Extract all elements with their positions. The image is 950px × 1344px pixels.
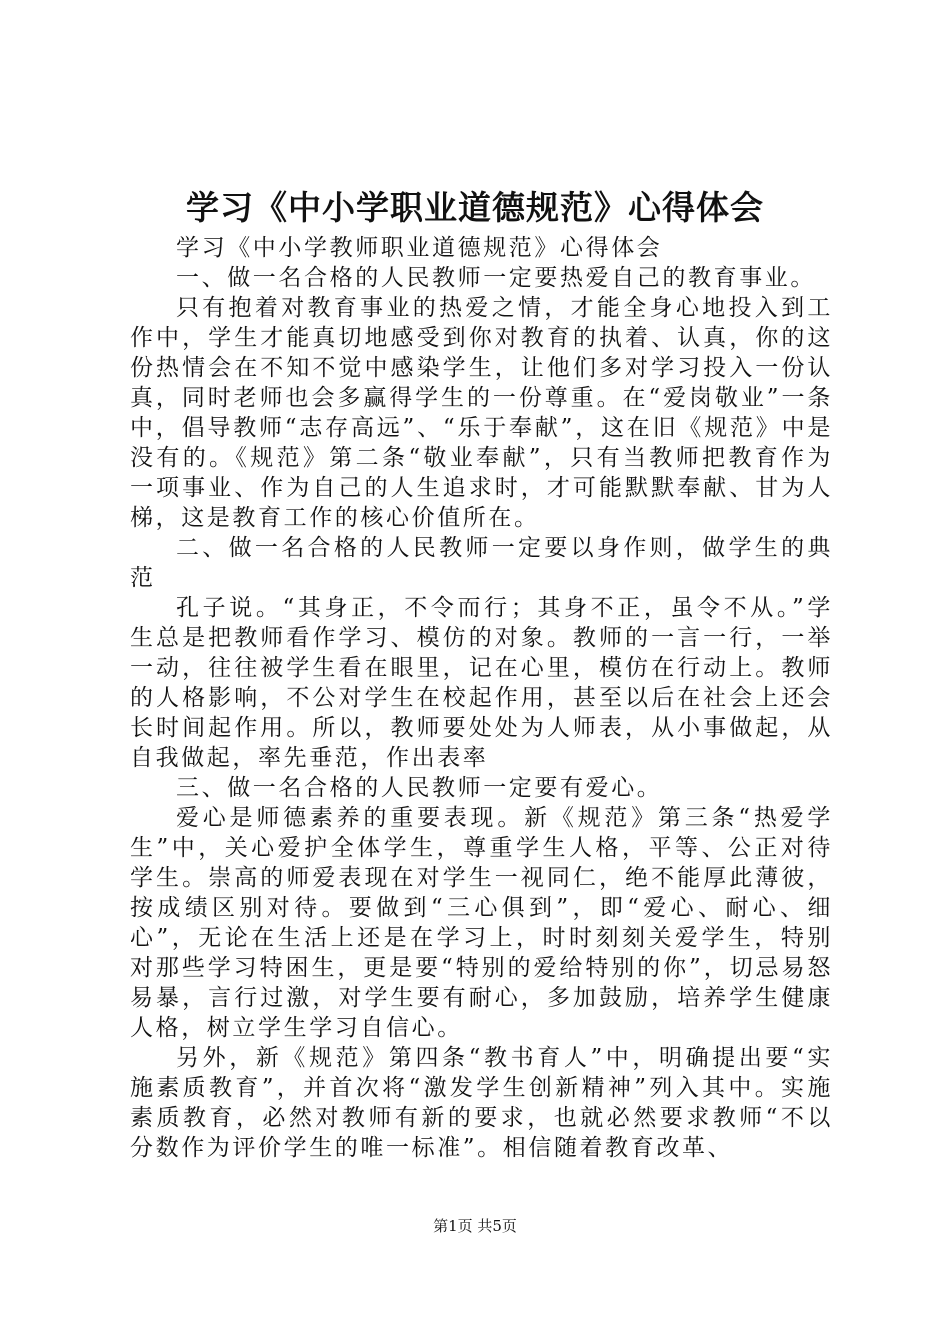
document-title: 学习《中小学职业道德规范》心得体会	[186, 188, 764, 227]
body-paragraph: 另外，新《规范》第四条“教书育人”中，明确提出要“实施素质教育”，并首次将“激发学生创新精神”列入其中。实施素质教育，必然对教师有新的要求，也就必然要求教师“不以分数作为评价学生的唯一标准”。相信随着教育改革、	[130, 1045, 833, 1161]
document-body	[130, 233, 833, 1163]
section-heading-1: 一、做一名合格的人民教师一定要热爱自己的教育事业。	[176, 265, 816, 291]
subtitle-paragraph: 学习《中小学教师职业道德规范》心得体会	[176, 235, 663, 261]
section-heading-3: 三、做一名合格的人民教师一定要有爱心。	[176, 775, 663, 801]
body-paragraph: 只有抱着对教育事业的热爱之情，才能全身心地投入到工作中，学生才能真切地感受到你对教育的执着、认真，你的这份热情会在不知不觉中感染学生，让他们多对学习投入一份认真，同时老师也会多赢得学生的一份尊重。在“爱岗敬业”一条中，倡导教师“志存高远”、“乐于奉献”，这在旧《规范》中是没有的。《规范》第二条“敬业奉献”，只有当教师把教育作为一项事业、作为自己的人生追求时，才可能默默奉献、甘为人梯，这是教育工作的核心价值所在。	[130, 295, 833, 531]
body-paragraph: 爱心是师德素养的重要表现。新《规范》第三条“热爱学生”中，关心爱护全体学生，尊重学生人格，平等、公正对待学生。崇高的师爱表现在对学生一视同仁，绝不能厚此薄彼，按成绩区别对待。要做到“三心俱到”，即“爱心、耐心、细心”，无论在生活上还是在学习上，时时刻刻关爱学生，特别对那些学习特困生，更是要“特别的爱给特别的你”，切忌易怒易暴，言行过激，对学生要有耐心，多加鼓励，培养学生健康人格，树立学生学习自信心。	[130, 805, 833, 1041]
section-heading-2: 二、做一名合格的人民教师一定要以身作则，做学生的典范	[130, 535, 833, 591]
body-paragraph: 孔子说。“其身正，不令而行；其身不正，虽令不从。”学生总是把教师看作学习、模仿的对象。教师的一言一行，一举一动，往往被学生看在眼里，记在心里，模仿在行动上。教师的人格影响，不公对学生在校起作用，甚至以后在社会上还会长时间起作用。所以，教师要处处为人师表，从小事做起，从自我做起，率先垂范，作出表率	[130, 595, 833, 771]
page-number-footer: 第1页 共5页	[433, 1217, 517, 1235]
